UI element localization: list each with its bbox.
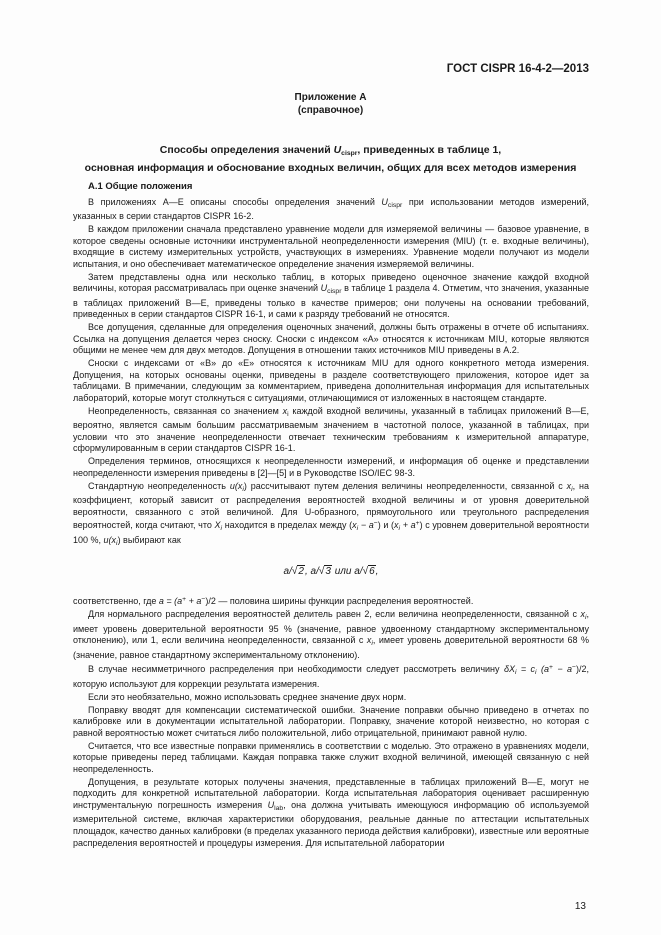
paragraph: В приложениях А—Е описаны способы определения значений $U_{cispr}$ при использовании методов измерений, указанных в серии стандартов CISPR 16-2. (73, 196, 589, 222)
paragraph: Определения терминов, относящихся к неопределенности измерений, и информация об оценке и представлении неопределенности измерения приведены в [2]—[5] и в Руководстве ISO/IEC 98-3. (73, 456, 589, 478)
paragraph: В случае несимметричного распределения при необходимости следует рассмотреть величину $\delta X_i = c_i$ (a+ − a−)/2, которую используют для коррекции результата измерения. (73, 664, 589, 690)
paragraph: Если это необязательно, можно использовать среднее значение двух норм. (88, 691, 407, 702)
formula: a/√2, a/√3 или a/√6, (283, 565, 379, 577)
paragraph: Стандартную неопределенность $u(x_i)$ рассчитывают путем деления величины неопределенности, связанной с $x_i$, на коэффициент, который зависит от распределения вероятностей входной величины и от уровня доверительной вероятности, связанного с этой величиной. Для U-образного, прямоугольного или треугольного распределения вероятностей, когда считают, что $X_i$ находится в пределах между $(x_i - a^-)$ и $(x_i + a^+)$ с уровнем доверительной вероятности 100 %, $u(x_i)$ выбирают как (73, 480, 590, 547)
paragraph: Неопределенность, связанная со значением $x_i$ каждой входной величины, указанный в таблицах приложений В—Е, вероятно, является самым большим рассматриваемым значением в частотной полосе, указанной в таблицах, при условии что это значение неопределенности отвечает техническим требованиям к измерительной аппаратуре, сформулированным в серии стандартов CISPR 16-1. (73, 405, 589, 454)
paragraph: Все допущения, сделанные для определения оценочных значений, должны быть отражены в отчете об испытаниях. Ссылка на допущения делается через сноску. Сноски с индексом «А» относятся к источникам MIU, которые являются общими не менее чем для двух методов. Допущения в отношении таких источников MIU приведены в А.2. (73, 322, 589, 356)
title-line-1: Способы определения значений $U_{cispr}$, приведенных в таблице 1, (159, 144, 502, 157)
appendix-heading (0, 91, 661, 117)
page-number: 13 (574, 901, 586, 912)
paragraph: Допущения, в результате которых получены значения, представленные в таблицах приложений В—Е, могут не подходить для конкретной испытательной лаборатории. Когда испытательная лаборатория оценивает расширенную инструментальную погрешность измерения $U_{lab}$, она должна учитывать имеющуюся информацию об используемой измерительной системе, включая характеристики оборудования, реальные данные по аттестации испытательных площадок, качество данных калибровки (в пределах указанного периода действия калибровки), известные или вероятные распределения вероятностей и процедуры измерения. Для испытательной лаборатории (73, 776, 589, 848)
paragraph: В каждом приложении сначала представлено уравнение модели для измеряемой величины — базовое уравнение, в которое сведены основные источники инструментальной неопределенности измерения (MIU) (т. е. входные величины), входящие в систему измерительных устройств, участвующих в измерениях. Уравнение модели получают из модели испытания, и оно обеспечивает математическое определение значения измеряемой величины. (73, 223, 589, 269)
standard-header: ГОСТ CISPR 16-4-2—2013 (446, 63, 589, 75)
document-title (40, 143, 621, 175)
document-body (73, 181, 589, 850)
title-line-2: основная информация и обоснование входных величин, общих для всех методов измерения (84, 162, 577, 174)
paragraph: Затем представлены одна или несколько таблиц, в которых приведено оценочное значение каждой входной величины, которая рассматривалась при оценке значений $U_{cispr}$ в таблице 1 раздела 4. Отметим, что значения, указанные в таблицах приложений В—Е, приведены только в качестве примеров; они получены на основании требований, приведенных в серии стандартов CISPR 16-1, и сами к разряду требований не относятся. (73, 271, 589, 320)
section-heading: А.1 Общие положения (88, 181, 193, 192)
paragraph: Для нормального распределения вероятностей делитель равен 2, если величина неопределенности, связанной с $x_i$, имеет уровень доверительной вероятности 95 % (значение, равное удвоенному стандартному экспериментальному отклонению), или 1, если величина неопределенности, связанной с $x_i$, имеет уровень доверительной вероятности 68 % (значение, равное стандартному экспериментальному отклонению). (73, 608, 589, 660)
paragraph: соответственно, где a = (a+ + a−)/2 — половина ширины функции распределения вероятностей. (73, 596, 474, 607)
paragraph: Считается, что все известные поправки применялись в соответствии с моделью. Это отражено в уравнениях модели, которые приведены перед таблицами. Каждая поправка также служит входной величиной, имеющей связанную с ней неопределенность. (73, 740, 589, 774)
paragraph: Поправку вводят для компенсации систематической ошибки. Значение поправки обычно приведено в отчетах по калибровке или в документации испытательной лаборатории. Поправку, значение которой неизвестно, но которая с равной вероятностью может считаться либо положительной, либо отрицательной, принимают равной нулю. (73, 704, 589, 738)
paragraph: Сноски с индексами от «В» до «Е» относятся к источникам MIU для одного конкретного метода измерения. Допущения, на которых основаны оценки, приведены в разделе соответствующего приложения, которое идет за таблицами. В примечании, следующим за комментарием, приведена дополнительная информация для испытательных лабораторий, которые могут столкнуться с ситуациями, отличающимися от изложенных в настоящем стандарте. (73, 358, 589, 403)
appendix-title: Приложение А (294, 92, 367, 103)
appendix-note: (справочное) (297, 105, 364, 116)
